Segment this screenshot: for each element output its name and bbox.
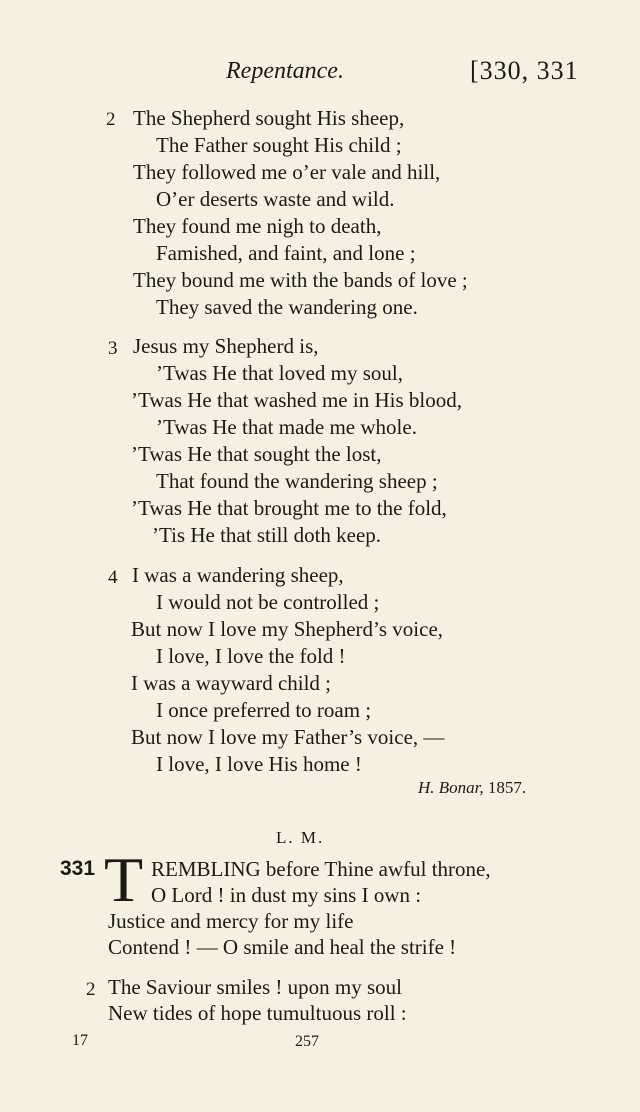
verse-line: ’Twas He that brought me to the fold,	[131, 496, 447, 520]
attribution-author: H. Bonar,	[418, 778, 484, 797]
verse-line: I was a wayward child ;	[131, 671, 332, 695]
verse-line: The Shepherd sought His sheep,	[133, 106, 405, 130]
attribution-year: 1857.	[487, 778, 527, 797]
hymn-attribution	[418, 778, 526, 798]
stanza-number: 2	[106, 109, 116, 130]
hymn-number: 331	[60, 857, 96, 880]
verse-line: O Lord ! in dust my sins I own :	[151, 883, 422, 907]
verse-line: REMBLING before Thine awful throne,	[151, 857, 491, 881]
signature-mark: 17	[72, 1032, 88, 1049]
verse-line: Contend ! — O smile and heal the strife !	[108, 935, 457, 959]
page-number: 257	[295, 1033, 319, 1050]
stanza-number: 4	[108, 567, 118, 588]
verse-line: They followed me o’er vale and hill,	[133, 160, 441, 184]
verse-line: ’Twas He that sought the lost,	[131, 442, 382, 466]
stanza-number: 2	[86, 979, 96, 1000]
verse-line: They bound me with the bands of love ;	[133, 268, 468, 292]
verse-line: O’er deserts waste and wild.	[156, 187, 395, 211]
verse-line: ’Twas He that made me whole.	[156, 415, 417, 439]
verse-line: But now I love my Shepherd’s voice,	[131, 617, 444, 641]
verse-line: Jesus my Shepherd is,	[133, 334, 319, 358]
verse-line: ’Twas He that loved my soul,	[156, 361, 403, 385]
stanza-number: 3	[108, 338, 118, 359]
verse-line: I was a wandering sheep,	[132, 563, 344, 587]
running-title: Repentance.	[226, 58, 344, 84]
verse-line: They found me nigh to death,	[133, 214, 382, 238]
verse-line: New tides of hope tumultuous roll :	[108, 1001, 407, 1025]
verse-line: The Father sought His child ;	[156, 133, 402, 157]
verse-line: Famished, and faint, and lone ;	[156, 241, 416, 265]
verse-line: I would not be controlled ;	[156, 590, 380, 614]
verse-line: That found the wandering sheep ;	[156, 469, 438, 493]
verse-line: Justice and mercy for my life	[108, 909, 354, 933]
verse-line: I once preferred to roam ;	[156, 698, 372, 722]
verse-line: The Saviour smiles ! upon my soul	[108, 975, 402, 999]
verse-line: But now I love my Father’s voice, —	[131, 725, 445, 749]
verse-line: I love, I love His home !	[156, 752, 362, 776]
verse-line: They saved the wandering one.	[156, 295, 418, 319]
verse-line: I love, I love the fold !	[156, 644, 346, 668]
verse-line: ’Tis He that still doth keep.	[152, 523, 382, 547]
drop-cap: T	[104, 844, 144, 915]
meter-label: L. M.	[276, 828, 325, 847]
running-hymn-numbers: [330, 331	[470, 56, 579, 85]
verse-line: ’Twas He that washed me in His blood,	[131, 388, 462, 412]
